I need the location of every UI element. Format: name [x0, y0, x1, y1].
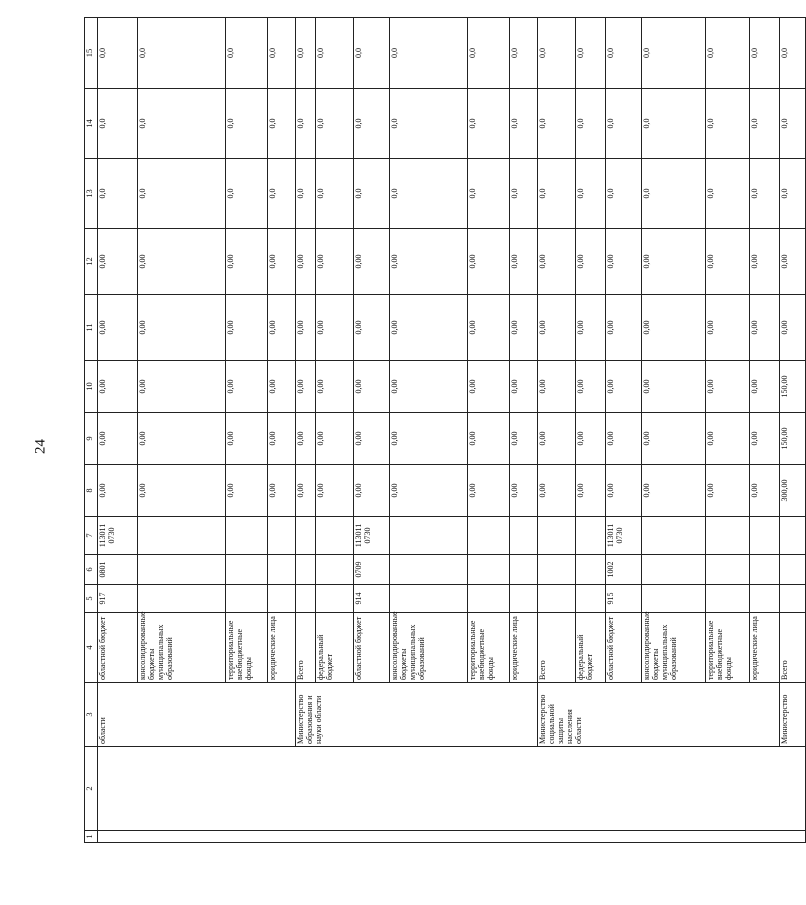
target-code-cell: [538, 517, 576, 555]
admin-code-cell: [138, 585, 226, 613]
value-cell-col11: 0,00: [510, 295, 538, 361]
value-cell-col15: 0,0: [510, 18, 538, 89]
target-code-cell: 113011 0730: [354, 517, 390, 555]
value-cell-col12: 0,00: [642, 229, 706, 295]
value-cell-col13: 0,0: [538, 159, 576, 229]
column-number-14: 14: [85, 89, 98, 159]
admin-code-cell: [780, 585, 806, 613]
funding-source-cell: юридические лица: [750, 613, 780, 683]
admin-code-cell: [268, 585, 296, 613]
admin-code-cell: [706, 585, 750, 613]
section-code-cell: [138, 555, 226, 585]
funding-source-cell: Всего: [780, 613, 806, 683]
value-cell-col11: 0,00: [316, 295, 354, 361]
value-cell-col11: 0,00: [138, 295, 226, 361]
value-cell-col8: 0,00: [706, 465, 750, 517]
value-cell-col10: 0,00: [296, 361, 316, 413]
value-cell-col11: 0,00: [468, 295, 510, 361]
target-code-cell: [510, 517, 538, 555]
value-cell-col14: 0,0: [642, 89, 706, 159]
admin-code-cell: [642, 585, 706, 613]
value-cell-col12: 0,00: [268, 229, 296, 295]
value-cell-col8: 0,00: [296, 465, 316, 517]
value-cell-col13: 0,0: [750, 159, 780, 229]
value-cell-col12: 0,00: [390, 229, 468, 295]
value-cell-col8: 0,00: [226, 465, 268, 517]
value-cell-col8: 0,00: [268, 465, 296, 517]
admin-code-cell: [538, 585, 576, 613]
target-code-cell: [642, 517, 706, 555]
value-cell-col14: 0,0: [226, 89, 268, 159]
value-cell-col15: 0,0: [538, 18, 576, 89]
section-code-cell: 0801: [98, 555, 138, 585]
value-cell-col15: 0,0: [468, 18, 510, 89]
target-code-cell: [750, 517, 780, 555]
value-cell-col12: 0,00: [296, 229, 316, 295]
value-cell-col10: 0,00: [268, 361, 296, 413]
budget-table: [84, 17, 806, 843]
value-cell-col11: 0,00: [354, 295, 390, 361]
value-cell-col9: 0,00: [138, 413, 226, 465]
table-row: [780, 18, 806, 843]
value-cell-col15: 0,0: [296, 18, 316, 89]
value-cell-col15: 0,0: [576, 18, 606, 89]
column-number-3: 3: [85, 683, 98, 747]
value-cell-col11: 0,00: [226, 295, 268, 361]
value-cell-col12: 0,00: [316, 229, 354, 295]
target-code-cell: [780, 517, 806, 555]
funding-source-cell: территориальные внебюджетные фонды: [468, 613, 510, 683]
table-row: [296, 18, 316, 843]
org-cell: Министерство образования и науки области: [296, 683, 538, 747]
target-code-cell: [706, 517, 750, 555]
column-number-12: 12: [85, 229, 98, 295]
section-code-cell: [510, 555, 538, 585]
table-body: [98, 18, 806, 843]
value-cell-col14: 0,0: [750, 89, 780, 159]
value-cell-col14: 0,0: [780, 89, 806, 159]
value-cell-col15: 0,0: [606, 18, 642, 89]
value-cell-col15: 0,0: [98, 18, 138, 89]
value-cell-col10: 0,00: [606, 361, 642, 413]
value-cell-col8: 0,00: [354, 465, 390, 517]
value-cell-col15: 0,0: [780, 18, 806, 89]
value-cell-col9: 0,00: [98, 413, 138, 465]
section-code-cell: [390, 555, 468, 585]
value-cell-col9: 0,00: [606, 413, 642, 465]
value-cell-col9: 0,00: [296, 413, 316, 465]
value-cell-col14: 0,0: [316, 89, 354, 159]
admin-code-cell: [226, 585, 268, 613]
target-code-cell: 113011 0730: [606, 517, 642, 555]
section-code-cell: [780, 555, 806, 585]
value-cell-col12: 0,00: [510, 229, 538, 295]
value-cell-col8: 0,00: [538, 465, 576, 517]
value-cell-col14: 0,0: [390, 89, 468, 159]
value-cell-col8: 0,00: [750, 465, 780, 517]
value-cell-col14: 0,0: [576, 89, 606, 159]
column-number-6: 6: [85, 555, 98, 585]
value-cell-col13: 0,0: [576, 159, 606, 229]
value-cell-col11: 0,00: [706, 295, 750, 361]
value-cell-col13: 0,0: [296, 159, 316, 229]
value-cell-col12: 0,00: [138, 229, 226, 295]
value-cell-col14: 0,0: [296, 89, 316, 159]
column-number-2: 2: [85, 747, 98, 831]
value-cell-col11: 0,00: [642, 295, 706, 361]
column-number-5: 5: [85, 585, 98, 613]
section-code-cell: 0709: [354, 555, 390, 585]
value-cell-col14: 0,0: [468, 89, 510, 159]
value-cell-col9: 0,00: [576, 413, 606, 465]
admin-code-cell: [296, 585, 316, 613]
column-number-15: 15: [85, 18, 98, 89]
value-cell-col14: 0,0: [510, 89, 538, 159]
table-row: [538, 18, 576, 843]
value-cell-col9: 0,00: [706, 413, 750, 465]
value-cell-col12: 0,00: [468, 229, 510, 295]
header-row: [85, 18, 98, 843]
value-cell-col12: 0,00: [98, 229, 138, 295]
admin-code-cell: 917: [98, 585, 138, 613]
value-cell-col11: 0,00: [98, 295, 138, 361]
funding-source-cell: территориальные внебюджетные фонды: [226, 613, 268, 683]
value-cell-col13: 0,0: [510, 159, 538, 229]
admin-code-cell: [468, 585, 510, 613]
value-cell-col13: 0,0: [706, 159, 750, 229]
value-cell-col12: 0,00: [750, 229, 780, 295]
value-cell-col10: 0,00: [510, 361, 538, 413]
value-cell-col13: 0,0: [138, 159, 226, 229]
value-cell-col11: 0,00: [780, 295, 806, 361]
funding-source-cell: областной бюджет: [98, 613, 138, 683]
funding-source-cell: территориальные внебюджетные фонды: [706, 613, 750, 683]
value-cell-col14: 0,0: [268, 89, 296, 159]
value-cell-col15: 0,0: [750, 18, 780, 89]
funding-source-cell: областной бюджет: [354, 613, 390, 683]
value-cell-col11: 0,00: [296, 295, 316, 361]
value-cell-col12: 0,00: [576, 229, 606, 295]
table-row: [98, 18, 138, 843]
funding-source-cell: Всего: [296, 613, 316, 683]
value-cell-col13: 0,0: [642, 159, 706, 229]
value-cell-col13: 0,0: [268, 159, 296, 229]
value-cell-col10: 0,00: [642, 361, 706, 413]
value-cell-col10: 0,00: [98, 361, 138, 413]
value-cell-col13: 0,0: [316, 159, 354, 229]
section-code-cell: [576, 555, 606, 585]
column-number-1: 1: [85, 831, 98, 843]
target-code-cell: [390, 517, 468, 555]
value-cell-col15: 0,0: [138, 18, 226, 89]
column-number-8: 8: [85, 465, 98, 517]
value-cell-col10: 0,00: [706, 361, 750, 413]
value-cell-col14: 0,0: [354, 89, 390, 159]
value-cell-col14: 0,0: [138, 89, 226, 159]
funding-source-cell: федеральный бюджет: [316, 613, 354, 683]
value-cell-col14: 0,0: [606, 89, 642, 159]
value-cell-col11: 0,00: [606, 295, 642, 361]
admin-code-cell: 914: [354, 585, 390, 613]
page-number: 24: [32, 439, 49, 454]
value-cell-col14: 0,0: [706, 89, 750, 159]
value-cell-col9: 0,00: [750, 413, 780, 465]
value-cell-col13: 0,0: [468, 159, 510, 229]
column-number-13: 13: [85, 159, 98, 229]
value-cell-col15: 0,0: [390, 18, 468, 89]
value-cell-col9: 0,00: [354, 413, 390, 465]
target-code-cell: [138, 517, 226, 555]
column-number-10: 10: [85, 361, 98, 413]
section-code-cell: [642, 555, 706, 585]
value-cell-col9: 0,00: [390, 413, 468, 465]
value-cell-col9: 0,00: [538, 413, 576, 465]
admin-code-cell: [316, 585, 354, 613]
value-cell-col11: 0,00: [390, 295, 468, 361]
value-cell-col12: 0,00: [538, 229, 576, 295]
value-cell-col8: 0,00: [510, 465, 538, 517]
column-number-11: 11: [85, 295, 98, 361]
value-cell-col8: 0,00: [642, 465, 706, 517]
column-number-4: 4: [85, 613, 98, 683]
value-cell-col9: 0,00: [642, 413, 706, 465]
value-cell-col8: 300,00: [780, 465, 806, 517]
target-code-cell: [316, 517, 354, 555]
value-cell-col13: 0,0: [98, 159, 138, 229]
value-cell-col12: 0,00: [706, 229, 750, 295]
target-code-cell: [576, 517, 606, 555]
section-code-cell: [316, 555, 354, 585]
value-cell-col8: 0,00: [468, 465, 510, 517]
value-cell-col8: 0,00: [606, 465, 642, 517]
column-number-7: 7: [85, 517, 98, 555]
value-cell-col9: 0,00: [510, 413, 538, 465]
column-number-9: 9: [85, 413, 98, 465]
col1-cell: [98, 831, 806, 843]
target-code-cell: [226, 517, 268, 555]
target-code-cell: 113011 0730: [98, 517, 138, 555]
value-cell-col10: 0,00: [750, 361, 780, 413]
value-cell-col10: 0,00: [226, 361, 268, 413]
value-cell-col10: 0,00: [390, 361, 468, 413]
admin-code-cell: [390, 585, 468, 613]
funding-source-cell: Всего: [538, 613, 576, 683]
value-cell-col15: 0,0: [316, 18, 354, 89]
value-cell-col8: 0,00: [576, 465, 606, 517]
org-cell: Министерство: [780, 683, 806, 747]
admin-code-cell: [750, 585, 780, 613]
value-cell-col15: 0,0: [642, 18, 706, 89]
target-code-cell: [296, 517, 316, 555]
value-cell-col11: 0,00: [538, 295, 576, 361]
section-code-cell: [706, 555, 750, 585]
value-cell-col9: 0,00: [316, 413, 354, 465]
rotated-table-wrapper: [84, 18, 789, 843]
section-code-cell: [268, 555, 296, 585]
value-cell-col15: 0,0: [354, 18, 390, 89]
value-cell-col10: 0,00: [538, 361, 576, 413]
value-cell-col13: 0,0: [606, 159, 642, 229]
value-cell-col9: 0,00: [268, 413, 296, 465]
section-code-cell: [226, 555, 268, 585]
value-cell-col11: 0,00: [576, 295, 606, 361]
value-cell-col15: 0,0: [226, 18, 268, 89]
value-cell-col11: 0,00: [750, 295, 780, 361]
value-cell-col10: 0,00: [468, 361, 510, 413]
section-code-cell: [296, 555, 316, 585]
org-cell: Министерство социальной защиты населения области: [538, 683, 780, 747]
target-code-cell: [468, 517, 510, 555]
funding-source-cell: юридические лица: [510, 613, 538, 683]
admin-code-cell: [576, 585, 606, 613]
value-cell-col11: 0,00: [268, 295, 296, 361]
funding-source-cell: юридические лица: [268, 613, 296, 683]
org-cell: области: [98, 683, 296, 747]
value-cell-col9: 0,00: [468, 413, 510, 465]
value-cell-col13: 0,0: [780, 159, 806, 229]
value-cell-col14: 0,0: [98, 89, 138, 159]
value-cell-col13: 0,0: [354, 159, 390, 229]
funding-source-cell: консолидированные бюджеты муниципальных образований: [390, 613, 468, 683]
value-cell-col14: 0,0: [538, 89, 576, 159]
funding-source-cell: консолидированные бюджеты муниципальных образований: [642, 613, 706, 683]
value-cell-col10: 0,00: [354, 361, 390, 413]
section-code-cell: 1002: [606, 555, 642, 585]
funding-source-cell: областной бюджет: [606, 613, 642, 683]
value-cell-col12: 0,00: [606, 229, 642, 295]
value-cell-col12: 0,00: [780, 229, 806, 295]
value-cell-col15: 0,0: [706, 18, 750, 89]
value-cell-col13: 0,0: [226, 159, 268, 229]
admin-code-cell: 915: [606, 585, 642, 613]
value-cell-col9: 0,00: [226, 413, 268, 465]
col2-cell: [98, 747, 806, 831]
value-cell-col8: 0,00: [390, 465, 468, 517]
value-cell-col8: 0,00: [138, 465, 226, 517]
funding-source-cell: федеральный бюджет: [576, 613, 606, 683]
value-cell-col9: 150,00: [780, 413, 806, 465]
value-cell-col8: 0,00: [98, 465, 138, 517]
value-cell-col13: 0,0: [390, 159, 468, 229]
funding-source-cell: консолидированные бюджеты муниципальных образований: [138, 613, 226, 683]
section-code-cell: [538, 555, 576, 585]
value-cell-col12: 0,00: [354, 229, 390, 295]
section-code-cell: [468, 555, 510, 585]
value-cell-col10: 0,00: [138, 361, 226, 413]
value-cell-col8: 0,00: [316, 465, 354, 517]
target-code-cell: [268, 517, 296, 555]
admin-code-cell: [510, 585, 538, 613]
value-cell-col15: 0,0: [268, 18, 296, 89]
value-cell-col10: 0,00: [576, 361, 606, 413]
section-code-cell: [750, 555, 780, 585]
value-cell-col12: 0,00: [226, 229, 268, 295]
value-cell-col10: 0,00: [316, 361, 354, 413]
value-cell-col10: 150,00: [780, 361, 806, 413]
